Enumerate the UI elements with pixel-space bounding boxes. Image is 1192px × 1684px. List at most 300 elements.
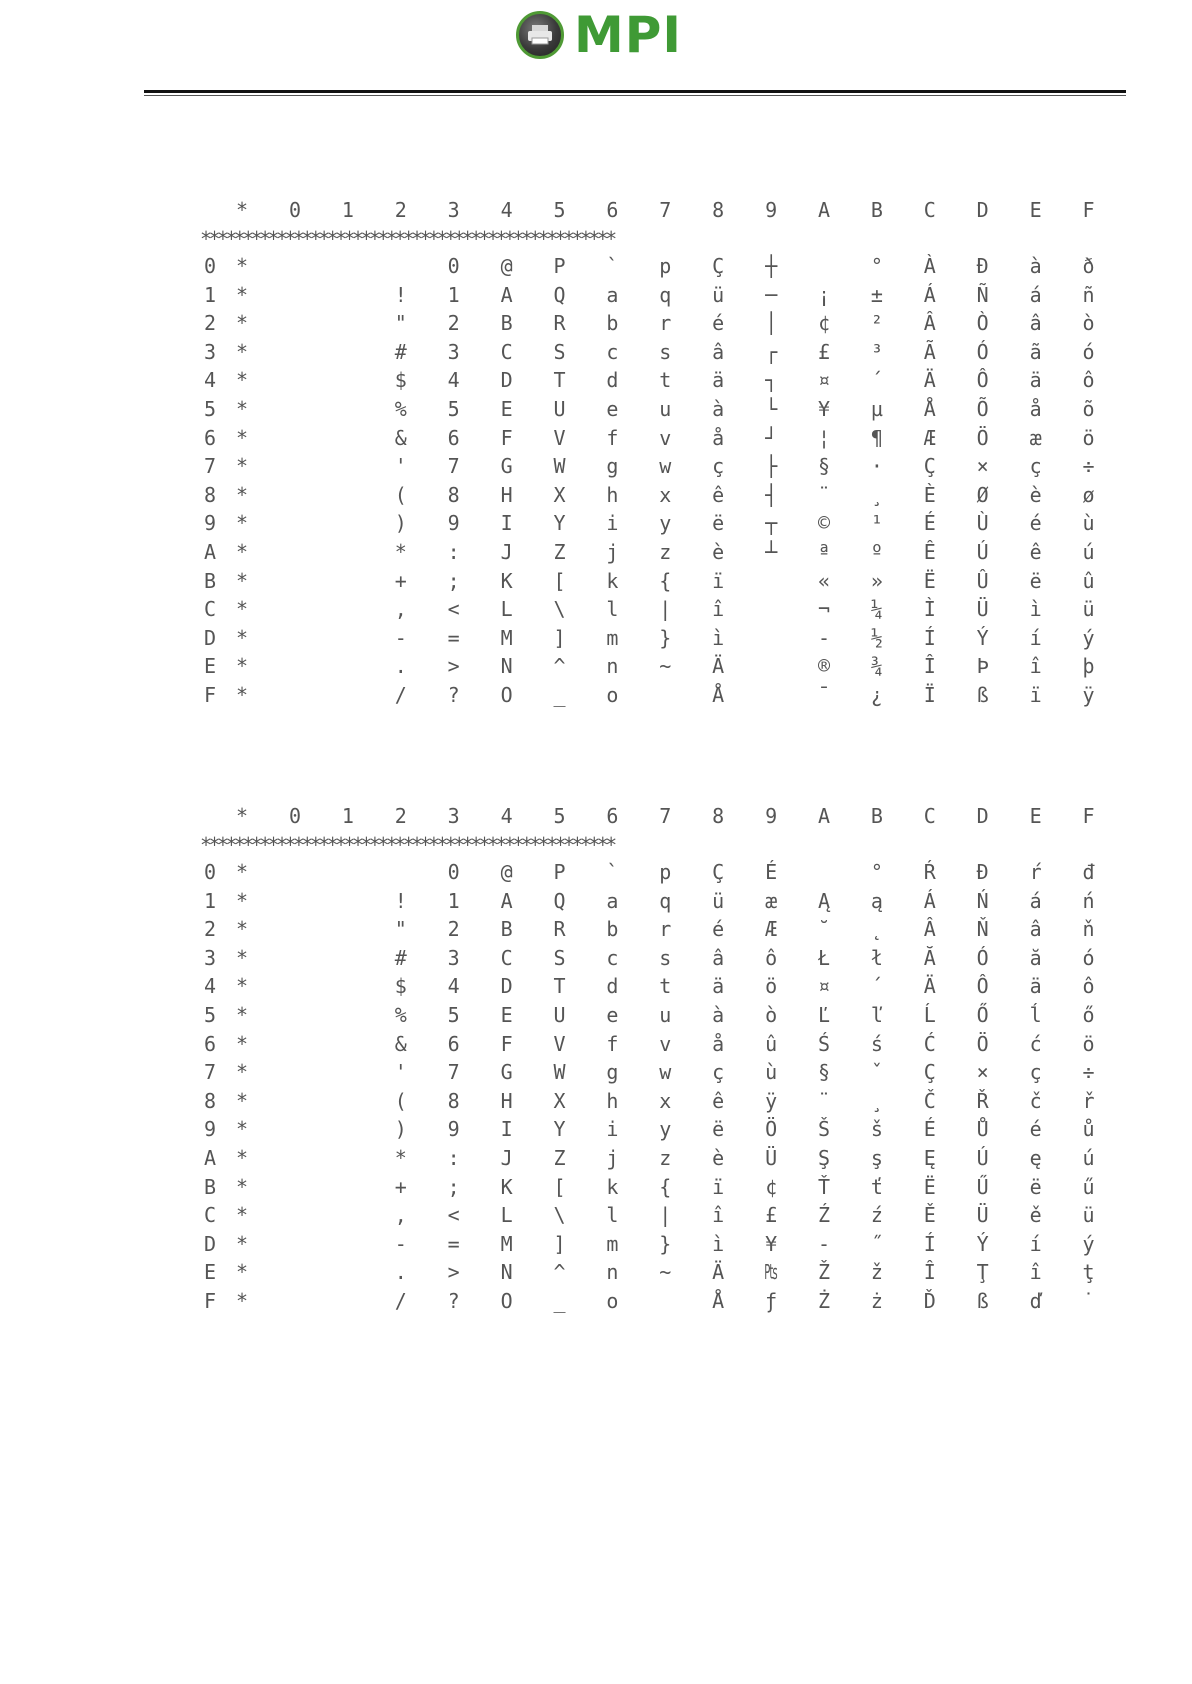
- char-cell: Ý: [976, 625, 989, 650]
- char-cell: Z: [553, 1145, 566, 1170]
- char-cell: ,: [394, 597, 407, 622]
- char-cell: ž: [870, 1260, 883, 1285]
- row-label: 9: [203, 1117, 217, 1142]
- char-cell: K: [500, 568, 513, 593]
- char-cell: J: [500, 539, 513, 564]
- char-cell: Q: [553, 888, 566, 913]
- row-label: 5: [203, 396, 217, 421]
- char-cell: T: [553, 368, 566, 393]
- char-cell: ¹: [870, 511, 883, 536]
- header-star: *: [235, 804, 249, 828]
- char-cell: +: [394, 568, 407, 593]
- char-cell: l: [606, 1203, 619, 1228]
- char-cell: ': [394, 1060, 407, 1085]
- char-cell: ö: [765, 974, 778, 999]
- table-row: [200, 567, 1100, 596]
- table-row: [200, 452, 1100, 481]
- char-cell: U: [553, 396, 566, 421]
- char-cell: £: [765, 1203, 778, 1228]
- char-cell: í: [1029, 1231, 1042, 1256]
- char-cell: º: [870, 539, 883, 564]
- char-cell: ˙: [1082, 1288, 1095, 1313]
- column-header: 3: [447, 198, 460, 222]
- char-cell: %: [394, 1002, 407, 1027]
- char-cell: ú: [1082, 539, 1095, 564]
- char-cell: Ê: [923, 539, 936, 564]
- column-header: 6: [606, 804, 619, 828]
- char-cell: ·: [870, 454, 883, 479]
- char-cell: b: [606, 917, 619, 942]
- char-cell: Č: [923, 1088, 936, 1113]
- char-cell: Ó: [976, 339, 989, 364]
- char-cell: G: [500, 1060, 513, 1085]
- char-cell: F: [500, 1031, 513, 1056]
- char-cell: j: [606, 539, 619, 564]
- char-cell: Ş: [817, 1145, 831, 1170]
- char-cell: ^: [553, 1260, 566, 1285]
- char-cell: p: [659, 254, 672, 278]
- row-star: *: [235, 974, 249, 999]
- char-cell: `: [606, 860, 619, 884]
- row-label: 7: [203, 454, 217, 479]
- table-row: [200, 395, 1100, 424]
- char-cell: Ö: [976, 425, 989, 450]
- char-cell: T: [553, 974, 566, 999]
- char-cell: ─: [765, 282, 778, 307]
- column-header: 3: [447, 804, 460, 828]
- char-cell: ?: [447, 682, 460, 707]
- char-cell: Ë: [923, 568, 936, 593]
- char-cell: Ø: [976, 482, 989, 507]
- char-cell: ľ: [870, 1002, 883, 1027]
- char-cell: å: [712, 425, 725, 450]
- char-cell: ţ: [1082, 1260, 1095, 1285]
- column-header: C: [923, 198, 936, 222]
- char-cell: M: [500, 1231, 513, 1256]
- char-cell: ì: [712, 625, 725, 650]
- char-cell: Ő: [976, 1002, 989, 1027]
- char-cell: Ä: [923, 368, 936, 393]
- table-row: [200, 1001, 1100, 1030]
- char-cell: ï: [712, 1174, 725, 1199]
- table-row: [200, 1030, 1100, 1059]
- char-cell: Ź: [817, 1203, 831, 1228]
- char-cell: ô: [1082, 368, 1095, 393]
- char-cell: ├: [765, 454, 778, 479]
- char-cell: ┼: [765, 254, 778, 278]
- char-cell: ů: [1082, 1117, 1095, 1142]
- char-cell: Ů: [976, 1117, 989, 1142]
- char-cell: Ñ: [976, 282, 989, 307]
- column-header-row: [200, 800, 1100, 832]
- char-cell: {: [659, 568, 672, 593]
- char-cell: ×: [976, 454, 989, 479]
- char-cell: F: [500, 425, 513, 450]
- char-cell: ¬: [817, 597, 831, 622]
- char-cell: |: [659, 597, 672, 622]
- column-header: 6: [606, 198, 619, 222]
- char-cell: ß: [976, 682, 989, 707]
- char-cell: Û: [976, 568, 989, 593]
- char-cell: P: [553, 254, 566, 278]
- char-cell: N: [500, 654, 513, 679]
- char-cell: Â: [923, 311, 936, 336]
- char-cell: n: [606, 654, 619, 679]
- char-cell: :: [447, 539, 460, 564]
- char-cell: 9: [447, 1117, 460, 1142]
- char-cell: ): [394, 511, 407, 536]
- char-cell: 9: [447, 511, 460, 536]
- row-star: *: [235, 1145, 249, 1170]
- column-header: E: [1029, 198, 1042, 222]
- char-cell: -: [394, 1231, 407, 1256]
- char-cell: z: [659, 1145, 672, 1170]
- char-cell: ÷: [1082, 1060, 1095, 1085]
- char-cell: o: [606, 682, 619, 707]
- row-label: D: [203, 625, 217, 650]
- column-header: A: [817, 804, 831, 828]
- table-row: [200, 509, 1100, 538]
- char-cell: Y: [553, 511, 566, 536]
- char-cell: ³: [870, 339, 883, 364]
- char-cell: ň: [1082, 917, 1095, 942]
- char-cell: ó: [1082, 339, 1095, 364]
- char-cell: Ŕ: [923, 860, 936, 884]
- char-cell: a: [606, 888, 619, 913]
- char-cell: #: [394, 945, 407, 970]
- table-row: [200, 1087, 1100, 1116]
- column-header: 0: [288, 804, 302, 828]
- char-cell: Đ: [976, 860, 989, 884]
- row-label: 8: [203, 1088, 217, 1113]
- char-cell: h: [606, 482, 619, 507]
- char-cell: ´: [870, 974, 883, 999]
- char-cell: U: [553, 1002, 566, 1027]
- table-row: [200, 252, 1100, 281]
- char-cell: 2: [447, 917, 460, 942]
- char-cell: Ö: [976, 1031, 989, 1056]
- column-header: 0: [288, 198, 302, 222]
- char-cell: ]: [553, 625, 566, 650]
- row-star: *: [235, 917, 249, 942]
- row-star: *: [235, 1088, 249, 1113]
- row-label: 8: [203, 482, 217, 507]
- char-cell: Å: [923, 396, 936, 421]
- char-cell: û: [1082, 568, 1095, 593]
- char-cell: ú: [1082, 1145, 1095, 1170]
- char-cell: ¨: [817, 482, 831, 507]
- row-label: 3: [203, 339, 217, 364]
- char-cell: Ú: [976, 539, 989, 564]
- char-cell: ÿ: [765, 1088, 778, 1113]
- char-cell: D: [500, 974, 513, 999]
- char-cell: t: [659, 974, 672, 999]
- char-cell: E: [500, 396, 513, 421]
- char-cell: -: [394, 625, 407, 650]
- char-cell: É: [923, 1117, 936, 1142]
- char-cell: ¦: [817, 425, 831, 450]
- row-star: *: [235, 1203, 249, 1228]
- table-row: [200, 1173, 1100, 1202]
- char-cell: =: [447, 625, 460, 650]
- char-cell: ű: [1082, 1174, 1095, 1199]
- char-cell: ă: [1029, 945, 1042, 970]
- char-cell: ┴: [765, 539, 778, 564]
- char-cell: é: [1029, 1117, 1042, 1142]
- char-cell: @: [500, 254, 513, 278]
- char-cell: c: [606, 945, 619, 970]
- char-cell: V: [553, 1031, 566, 1056]
- row-star: *: [235, 654, 249, 679]
- row-label: 1: [203, 282, 217, 307]
- char-cell: ø: [1082, 482, 1095, 507]
- char-cell: ˝: [870, 1231, 883, 1256]
- char-cell: ř: [1082, 1088, 1095, 1113]
- char-cell: à: [712, 1002, 725, 1027]
- row-label: 6: [203, 425, 217, 450]
- char-cell: Ć: [923, 1031, 936, 1056]
- char-cell: ä: [712, 368, 725, 393]
- char-cell: ²: [870, 311, 883, 336]
- char-cell: Ž: [817, 1260, 831, 1285]
- char-cell: Ö: [765, 1117, 778, 1142]
- column-header: 2: [394, 804, 407, 828]
- char-cell: Ð: [976, 254, 989, 278]
- char-cell: [: [553, 1174, 566, 1199]
- char-cell: L: [500, 1203, 513, 1228]
- char-cell: └: [765, 396, 778, 421]
- char-cell: I: [500, 1117, 513, 1142]
- char-cell: ü: [712, 888, 725, 913]
- char-cell: ^: [553, 654, 566, 679]
- char-cell: A: [500, 888, 513, 913]
- header-star: *: [235, 198, 249, 222]
- char-cell: Å: [712, 1288, 725, 1313]
- char-cell: 3: [447, 339, 460, 364]
- column-header: 1: [341, 804, 354, 828]
- char-cell: H: [500, 482, 513, 507]
- char-cell: O: [500, 682, 513, 707]
- char-cell: ]: [553, 1231, 566, 1256]
- char-cell: Ĺ: [923, 1002, 936, 1027]
- char-cell: X: [553, 482, 566, 507]
- char-cell: Ű: [976, 1174, 989, 1199]
- char-cell: d: [606, 974, 619, 999]
- char-cell: °: [870, 860, 883, 884]
- char-cell: Ç: [923, 454, 936, 479]
- char-cell: r: [659, 311, 672, 336]
- row-star: *: [235, 539, 249, 564]
- char-cell: B: [500, 917, 513, 942]
- char-cell: ÿ: [1082, 682, 1095, 707]
- char-cell: D: [500, 368, 513, 393]
- char-cell: C: [500, 945, 513, 970]
- char-cell: ┘: [765, 425, 778, 450]
- char-cell: þ: [1082, 654, 1095, 679]
- char-cell: ┤: [765, 482, 778, 507]
- char-cell: Ç: [712, 860, 725, 884]
- char-cell: >: [447, 1260, 460, 1285]
- char-cell: -: [817, 625, 831, 650]
- char-cell: é: [1029, 511, 1042, 536]
- char-cell: 5: [447, 1002, 460, 1027]
- char-cell: ì: [1029, 597, 1042, 622]
- row-label: D: [203, 1231, 217, 1256]
- char-cell: æ: [765, 888, 778, 913]
- char-cell: µ: [870, 396, 883, 421]
- char-cell: î: [712, 1203, 725, 1228]
- char-cell: à: [712, 396, 725, 421]
- row-star: *: [235, 482, 249, 507]
- char-cell: Š: [817, 1117, 831, 1142]
- char-cell: ¶: [870, 425, 883, 450]
- char-cell: ê: [712, 1088, 725, 1113]
- char-cell: Á: [923, 282, 936, 307]
- char-cell: *: [394, 539, 407, 564]
- char-cell: Ă: [923, 945, 936, 970]
- char-cell: ť: [870, 1174, 883, 1199]
- row-star: *: [235, 568, 249, 593]
- char-cell: V: [553, 425, 566, 450]
- char-cell: Ł: [817, 945, 831, 970]
- charset-table-1: [200, 194, 1100, 710]
- char-cell: Ę: [923, 1145, 936, 1170]
- char-cell: õ: [1082, 396, 1095, 421]
- table-row: [200, 424, 1100, 453]
- char-cell: g: [606, 454, 619, 479]
- char-cell: :: [447, 1145, 460, 1170]
- table-row: [200, 972, 1100, 1001]
- char-cell: }: [659, 625, 672, 650]
- char-cell: â: [712, 945, 725, 970]
- column-header: 5: [553, 804, 566, 828]
- char-cell: Í: [923, 1231, 936, 1256]
- char-cell: ƒ: [765, 1288, 778, 1313]
- char-cell: +: [394, 1174, 407, 1199]
- char-cell: $: [394, 368, 407, 393]
- column-header: F: [1082, 804, 1095, 828]
- table-row: [200, 1058, 1100, 1087]
- char-cell: ó: [1082, 945, 1095, 970]
- char-cell: Ń: [976, 888, 989, 913]
- char-cell: k: [606, 1174, 619, 1199]
- char-cell: í: [1029, 625, 1042, 650]
- row-label: A: [203, 539, 217, 564]
- char-cell: Ą: [817, 888, 831, 913]
- char-cell: y: [659, 511, 672, 536]
- char-cell: È: [923, 482, 936, 507]
- row-star: *: [235, 454, 249, 479]
- char-cell: ï: [1029, 682, 1042, 707]
- char-cell: Ü: [976, 597, 989, 622]
- char-cell: â: [1029, 311, 1042, 336]
- char-cell: î: [712, 597, 725, 622]
- char-cell: ß: [976, 1288, 989, 1313]
- char-cell: Ã: [923, 339, 936, 364]
- char-cell: -: [817, 1231, 831, 1256]
- char-cell: ã: [1029, 339, 1042, 364]
- char-cell: ;: [447, 568, 460, 593]
- char-cell: Y: [553, 1117, 566, 1142]
- column-header: 4: [500, 804, 513, 828]
- char-cell: {: [659, 1174, 672, 1199]
- char-cell: e: [606, 1002, 619, 1027]
- table-row: [200, 915, 1100, 944]
- char-cell: ?: [447, 1288, 460, 1313]
- char-cell: ð: [1082, 254, 1095, 278]
- table-row: [200, 1287, 1100, 1316]
- char-cell: R: [553, 917, 566, 942]
- char-cell: 6: [447, 1031, 460, 1056]
- char-cell: ź: [870, 1203, 883, 1228]
- char-cell: ł: [870, 945, 883, 970]
- char-cell: ¤: [817, 974, 831, 999]
- char-cell: ç: [1029, 454, 1042, 479]
- char-cell: š: [870, 1117, 883, 1142]
- page-header: [0, 0, 1192, 110]
- char-cell: Ç: [712, 254, 725, 278]
- char-cell: x: [659, 1088, 672, 1113]
- row-label: A: [203, 1145, 217, 1170]
- char-cell: ¥: [817, 396, 831, 421]
- char-cell: R: [553, 311, 566, 336]
- char-cell: à: [1029, 254, 1042, 278]
- column-header: 5: [553, 198, 566, 222]
- column-header: C: [923, 804, 936, 828]
- char-cell: x: [659, 482, 672, 507]
- char-cell: ): [394, 1117, 407, 1142]
- char-cell: i: [606, 1117, 619, 1142]
- char-cell: Õ: [976, 396, 989, 421]
- char-cell: n: [606, 1260, 619, 1285]
- char-cell: >: [447, 654, 460, 679]
- char-cell: |: [659, 1203, 672, 1228]
- char-cell: ": [394, 311, 407, 336]
- char-cell: w: [659, 1060, 672, 1085]
- char-cell: W: [553, 454, 566, 479]
- char-cell: ò: [765, 1002, 778, 1027]
- char-cell: ,: [394, 1203, 407, 1228]
- column-header: 4: [500, 198, 513, 222]
- char-cell: e: [606, 396, 619, 421]
- row-label: 2: [203, 311, 217, 336]
- char-cell: Æ: [923, 425, 936, 450]
- column-header: 7: [659, 804, 672, 828]
- char-cell: Ò: [976, 311, 989, 336]
- char-cell: ő: [1082, 1002, 1095, 1027]
- table-row: [200, 1115, 1100, 1144]
- row-label: 2: [203, 917, 217, 942]
- char-cell: ┐: [765, 368, 778, 393]
- char-cell: ę: [1029, 1145, 1042, 1170]
- char-cell: 4: [447, 974, 460, 999]
- char-cell: <: [447, 597, 460, 622]
- row-label: 0: [203, 254, 217, 278]
- char-cell: J: [500, 1145, 513, 1170]
- table-row: [200, 681, 1100, 710]
- row-star: *: [235, 888, 249, 913]
- char-cell: 0: [447, 254, 460, 278]
- column-header: 7: [659, 198, 672, 222]
- char-cell: q: [659, 282, 672, 307]
- column-header: 2: [394, 198, 407, 222]
- char-cell: ö: [1082, 425, 1095, 450]
- char-cell: &: [394, 1031, 407, 1056]
- char-cell: û: [765, 1031, 778, 1056]
- char-cell: o: [606, 1288, 619, 1313]
- char-cell: §: [817, 1060, 831, 1085]
- table-row: [200, 652, 1100, 681]
